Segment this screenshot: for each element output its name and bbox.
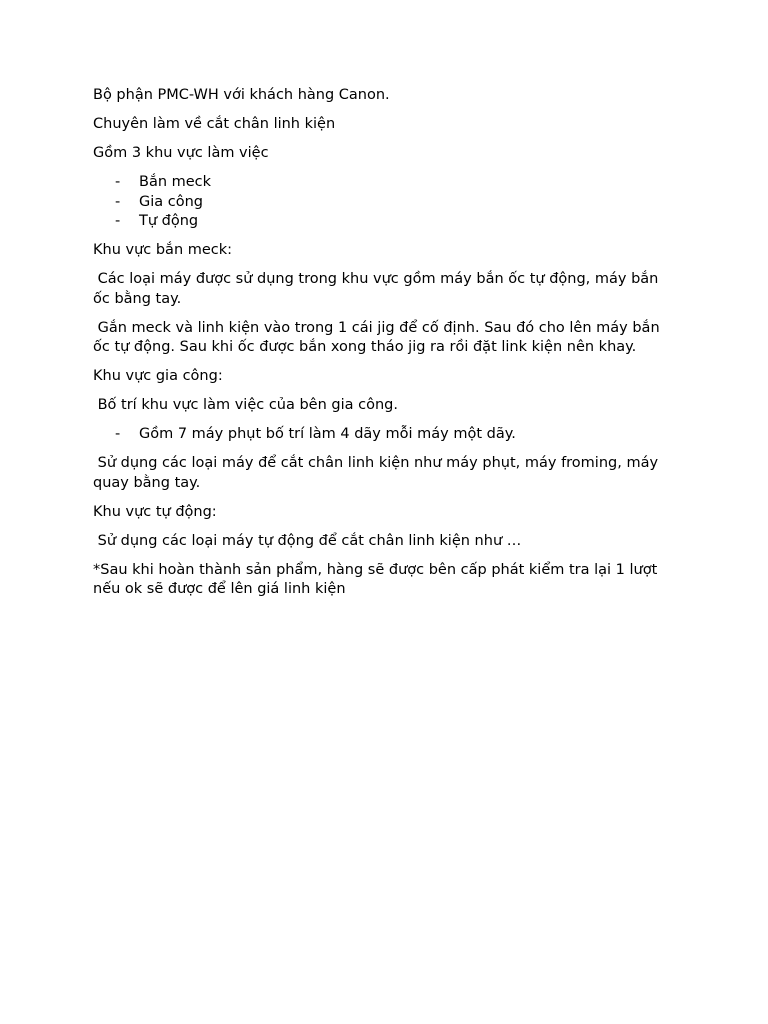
paragraph-intro: Bộ phận PMC-WH với khách hàng Canon. bbox=[93, 87, 390, 103]
bullet-dash: - bbox=[115, 174, 121, 190]
paragraph-work-areas: Gồm 3 khu vực làm việc bbox=[93, 145, 269, 161]
heading-processing-area: Khu vực gia công: bbox=[93, 368, 223, 384]
list-item-text: Tự động bbox=[139, 213, 199, 229]
list-item-text: Bắn meck bbox=[139, 174, 212, 190]
work-areas-list bbox=[93, 173, 673, 232]
paragraph-auto-machines: Sử dụng các loại máy tự động để cắt chân linh kiện như … bbox=[93, 532, 522, 549]
heading-auto-area: Khu vực tự động: bbox=[93, 503, 217, 520]
list-item bbox=[93, 193, 673, 213]
list-item bbox=[93, 425, 673, 445]
list-item bbox=[93, 173, 673, 193]
list-item bbox=[93, 212, 673, 232]
paragraph-footnote: *Sau khi hoàn thành sản phẩm, hàng sẽ được bên cấp phát kiểm tra lại 1 lượt nếu ok sẽ được để lên giá linh kiện bbox=[93, 561, 662, 597]
processing-list bbox=[93, 425, 673, 445]
paragraph-screw-process: Gắn meck và linh kiện vào trong 1 cái jig để cố định. Sau đó cho lên máy bắn ốc tự động. Sau khi ốc được bắn xong tháo jig ra rồi đặt link kiện nên khay. bbox=[93, 319, 665, 355]
list-item-text: Gia công bbox=[139, 193, 203, 210]
paragraph-screw-machines: Các loại máy được sử dụng trong khu vực gồm máy bắn ốc tự động, máy bắn ốc bằng tay. bbox=[93, 271, 663, 307]
document-body bbox=[93, 86, 673, 609]
bullet-dash: - bbox=[115, 193, 121, 210]
bullet-dash: - bbox=[115, 213, 121, 229]
paragraph-processing-layout: Bố trí khu vực làm việc của bên gia công. bbox=[93, 397, 398, 413]
heading-screw-area: Khu vực bắn meck: bbox=[93, 242, 233, 258]
bullet-dash: - bbox=[115, 426, 121, 442]
paragraph-processing-machines: Sử dụng các loại máy để cắt chân linh kiện như máy phụt, máy froming, máy quay bằng tay. bbox=[93, 455, 663, 491]
list-item-text: Gồm 7 máy phụt bố trí làm 4 dãy mỗi máy một dãy. bbox=[139, 426, 516, 442]
paragraph-specialty: Chuyên làm về cắt chân linh kiện bbox=[93, 116, 336, 132]
